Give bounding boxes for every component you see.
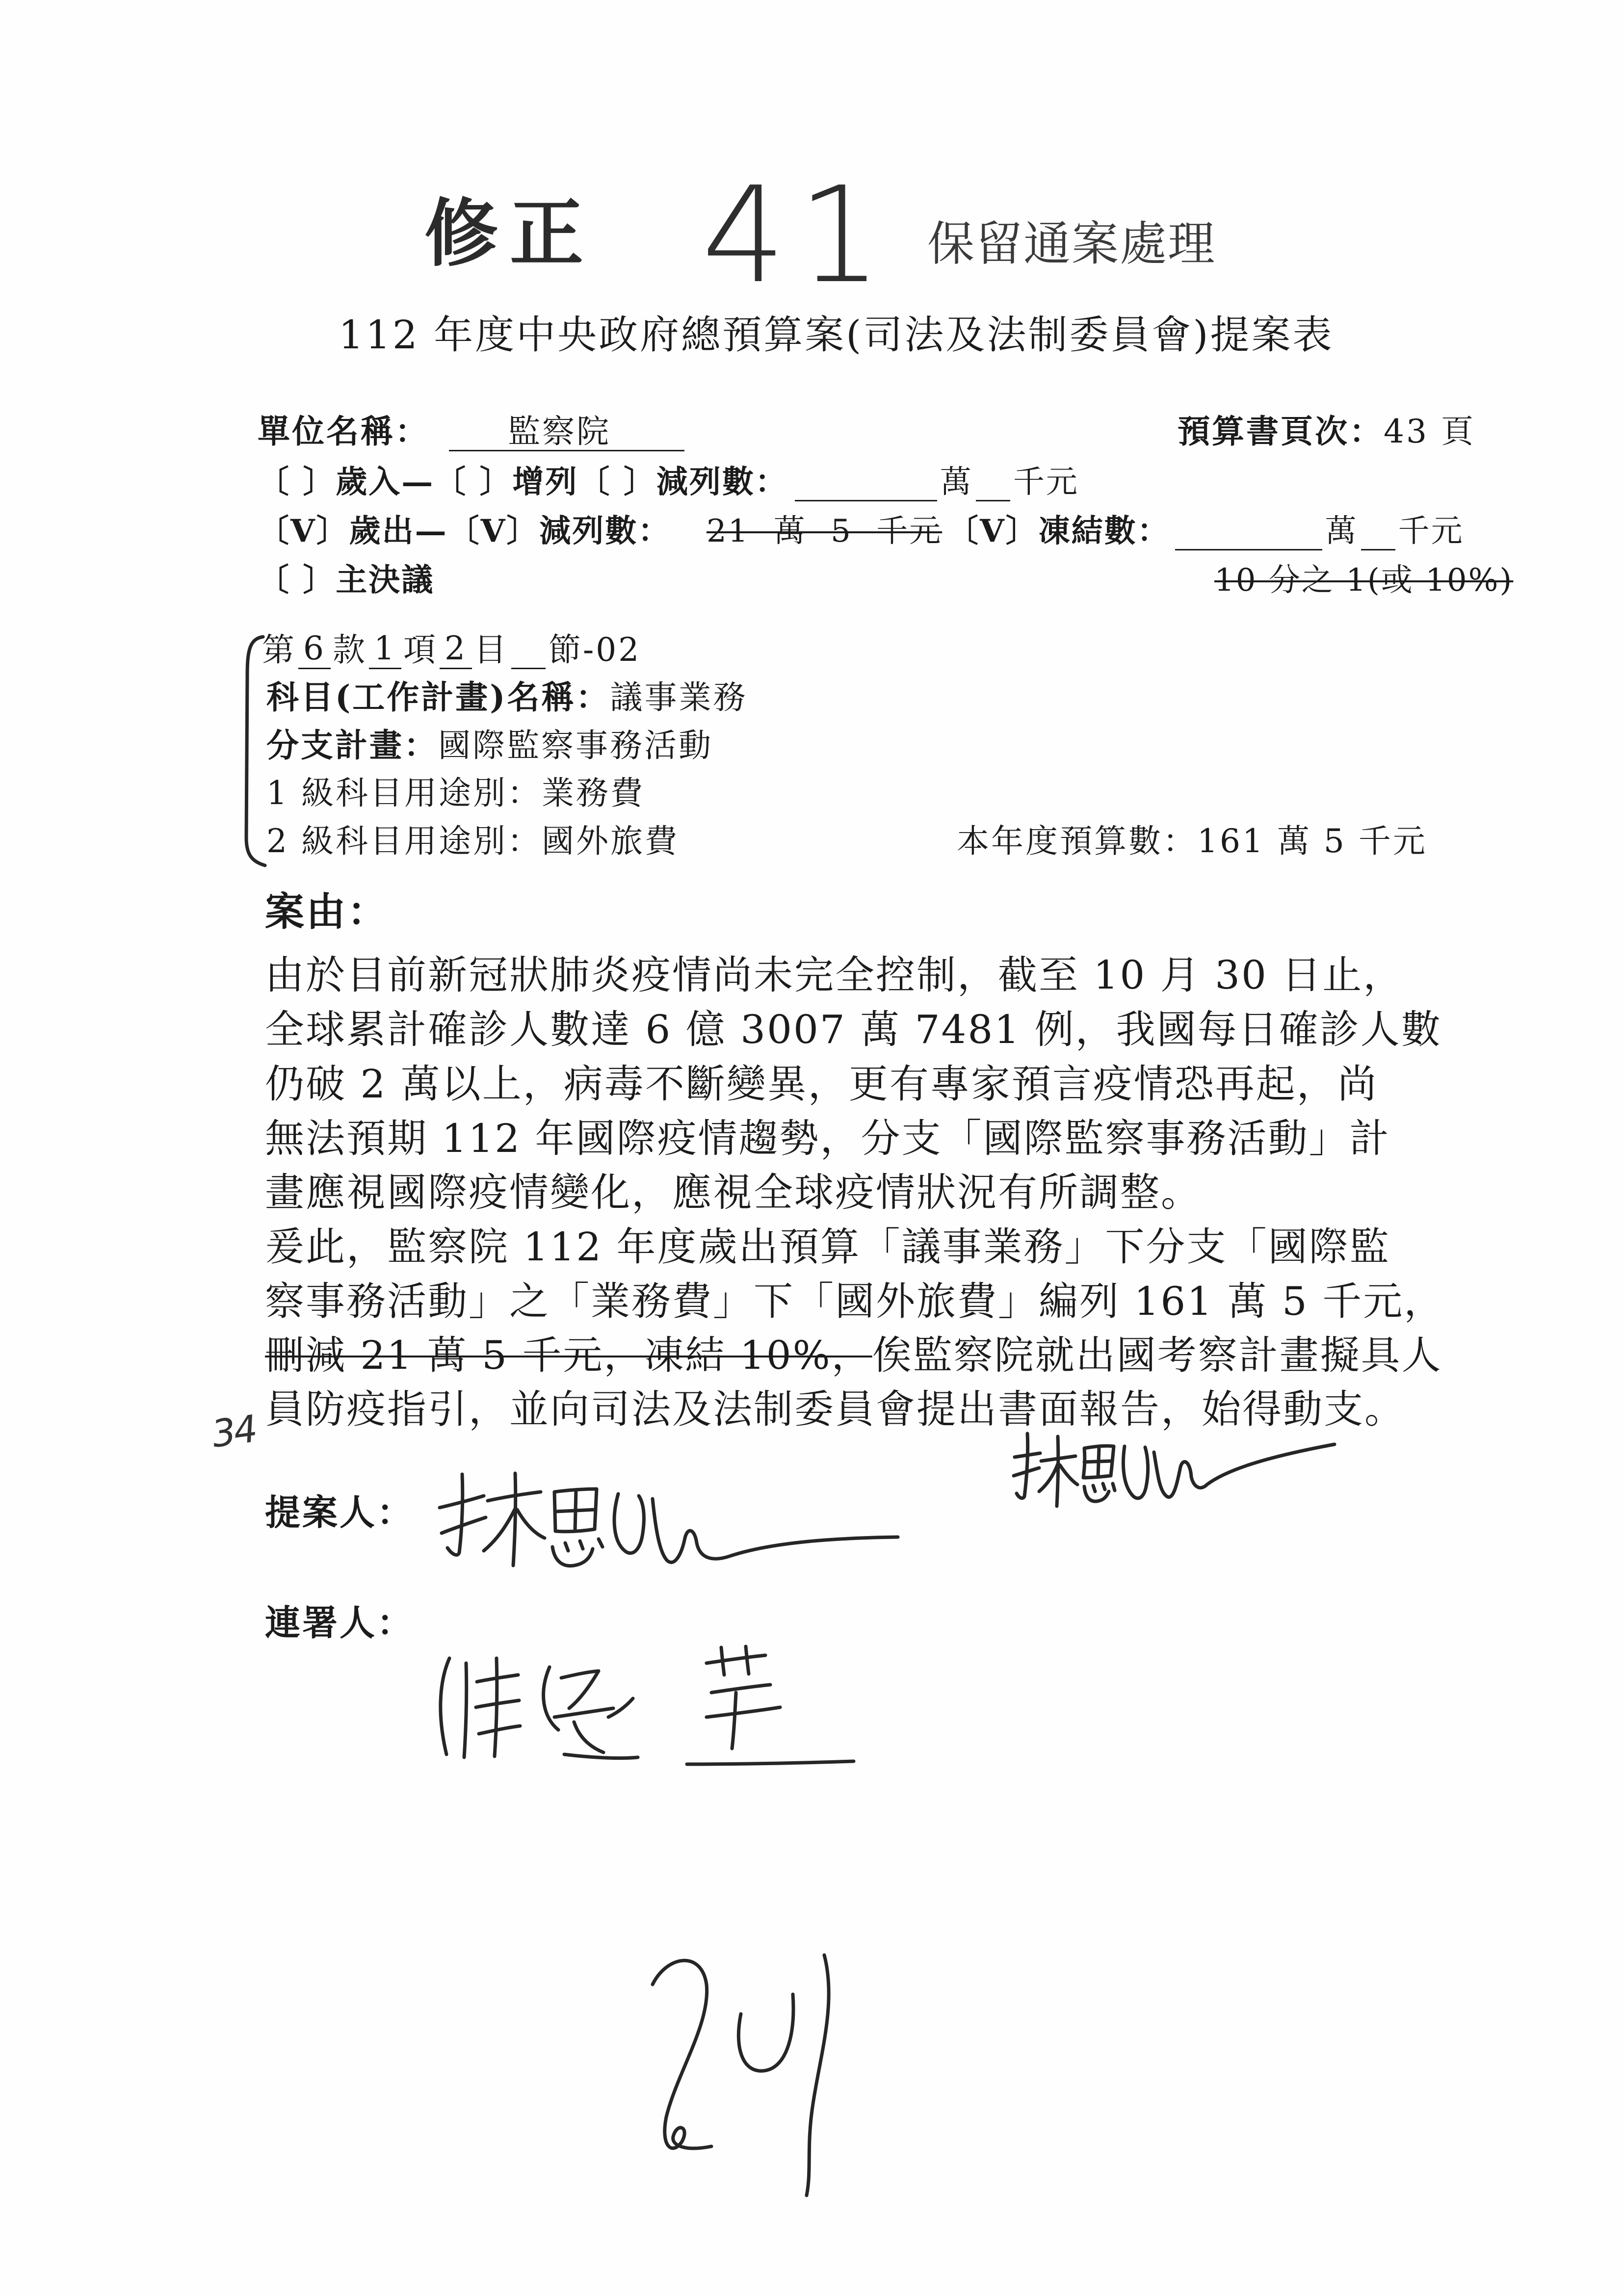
resolution-ratio-struck: 10 分之 1(或 10%): [1214, 562, 1514, 599]
subject-row: [266, 678, 747, 717]
section-jie: 節-02: [549, 631, 641, 669]
reason-line: 員防疫指引，並向司法及法制委員會提出書面報告，始得動支。: [265, 1386, 1405, 1432]
branch-plan-label: 分支計畫：: [266, 726, 438, 764]
resolution-label: 〔 〕主決議: [258, 562, 435, 599]
level2-use-row: [266, 822, 679, 861]
freeze-label: 〔V〕凍結數：: [947, 513, 1170, 549]
handwritten-signature-right: [1011, 1423, 1344, 1531]
unit-name-value: 監察院: [449, 412, 684, 451]
revenue-qian-blank: [976, 464, 1010, 501]
expenditure-row: [258, 513, 671, 550]
revenue-row: [258, 464, 1079, 501]
revenue-prefix: 〔 〕歲入—〔 〕增列〔 〕減列數：: [258, 464, 788, 500]
document-title: 112 年度中央政府總預算案(司法及法制委員會)提案表: [339, 312, 1334, 358]
level1-use-row: [266, 774, 645, 812]
revision-mark: 修正: [424, 191, 596, 277]
expenditure-prefix: 〔V〕歲出—〔V〕減列數：: [258, 513, 671, 549]
proposer-label: 提案人：: [265, 1491, 415, 1533]
level2-use-value: 國外旅費: [541, 822, 679, 860]
handwritten-margin-number: 34: [209, 1407, 259, 1456]
reason-struck-text: 刪減 21 萬 5 千元，凍結 10%，: [265, 1332, 872, 1378]
revenue-qian-unit: 千元: [1013, 464, 1079, 500]
section-kuan-number: 6: [298, 629, 331, 669]
freeze-wan-blank: [1175, 513, 1322, 550]
level2-use-label: 2 級科目用途別：: [266, 822, 542, 860]
revenue-wan-blank: [795, 464, 937, 501]
section-di: 第: [262, 631, 296, 669]
reason-line: 察事務活動」之「業務費」下「國外旅費」編列 161 萬 5 千元，: [265, 1278, 1445, 1324]
cosigner-signature: [432, 1644, 864, 1771]
freeze-qian-unit: 千元: [1398, 513, 1464, 549]
reason-line: 全球累計確診人數達 6 億 3007 萬 7481 例，我國每日確診人數: [265, 1007, 1442, 1052]
handwritten-bottom-mark: [643, 1950, 868, 2205]
level1-use-value: 業務費: [541, 774, 645, 812]
freeze-wan-unit: 萬: [1325, 513, 1358, 549]
disposition-note: 保留通案處理: [927, 216, 1216, 271]
proposer-signature: [437, 1464, 908, 1582]
section-jie-blank: [511, 630, 546, 669]
annual-budget-row: [957, 822, 1427, 861]
budget-page-row: [1178, 412, 1475, 451]
reason-line: 仍破 2 萬以上，病毒不斷變異，更有專家預言疫情恐再起，尚: [265, 1061, 1378, 1107]
reason-line-rest: 俟監察院就出國考察計畫擬具人: [872, 1332, 1442, 1378]
subject-label: 科目(工作計畫)名稱：: [266, 678, 610, 716]
freeze-row: [947, 513, 1464, 550]
level1-use-label: 1 級科目用途別：: [266, 774, 542, 812]
freeze-qian-blank: [1361, 513, 1395, 550]
reason-line: 爰此，監察院 112 年度歲出預算「議事業務」下分支「國際監: [265, 1224, 1390, 1270]
reason-line-amended: [265, 1332, 1442, 1379]
section-mu: 目: [474, 631, 508, 669]
branch-plan-row: [266, 726, 713, 765]
reason-line: 由於目前新冠狀肺炎疫情尚未完全控制，截至 10 月 30 日止，: [265, 952, 1404, 998]
unit-name-row: [258, 412, 429, 451]
section-mu-number: 2: [440, 629, 472, 669]
revenue-wan-unit: 萬: [940, 464, 973, 500]
reason-line: 畫應視國際疫情變化，應視全球疫情狀況有所調整。: [265, 1170, 1202, 1215]
section-xiang-number: 1: [369, 629, 401, 669]
section-xiang: 項: [403, 631, 438, 669]
annual-budget-label: 本年度預算數：: [957, 822, 1197, 860]
handwritten-item-number: 41: [702, 158, 894, 313]
branch-plan-value: 國際監察事務活動: [438, 727, 713, 764]
section-row: [262, 629, 641, 669]
subject-value: 議事業務: [610, 678, 748, 716]
budget-page-value: 43 頁: [1384, 413, 1475, 450]
expenditure-cut-amount-struck: 21 萬 5 千元: [707, 513, 943, 549]
budget-page-label: 預算書頁次：: [1178, 412, 1384, 450]
annual-budget-value: 161 萬 5 千元: [1197, 822, 1427, 860]
section-kuan: 款: [333, 631, 367, 669]
reason-line: 無法預期 112 年國際疫情趨勢，分支「國際監察事務活動」計: [265, 1116, 1390, 1161]
unit-name-label: 單位名稱：: [258, 412, 429, 450]
reason-label: 案由：: [265, 888, 389, 935]
cosigner-label: 連署人：: [265, 1602, 415, 1644]
